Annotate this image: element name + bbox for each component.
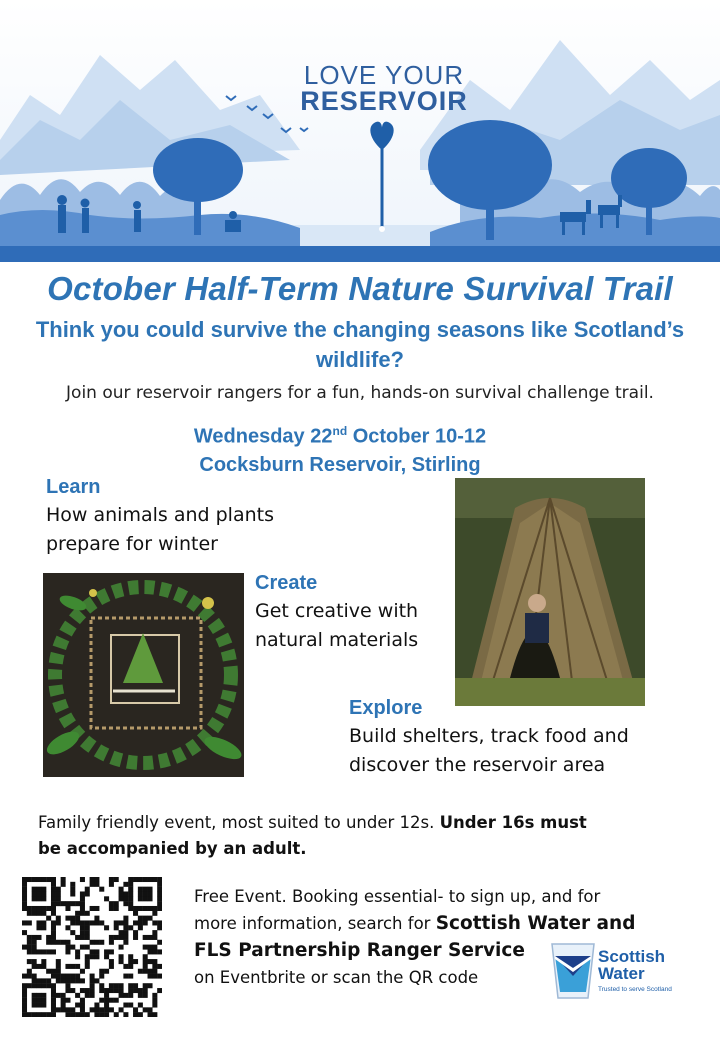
scottish-water-tagline: Trusted to serve Scotland [598, 986, 672, 993]
learn-line1: How animals and plants [46, 504, 274, 526]
create-heading: Create [255, 572, 318, 594]
event-intro: Join our reservoir rangers for a fun, hands-on survival challenge trail. [66, 383, 654, 403]
event-date: Wednesday 22nd October 10-12 [193, 424, 487, 448]
family-info: Family friendly event, most suited to under 12s. Under 16s must be accompanied by an adult. [38, 813, 587, 858]
event-title: October Half-Term Nature Survival Trail [47, 270, 673, 307]
create-line1: Get creative with [255, 600, 419, 622]
explore-heading: Explore [349, 697, 423, 719]
love-your-reservoir-banner [0, 0, 720, 262]
create-line2: natural materials [255, 629, 419, 651]
booking-info: Free Event. Booking essential- to sign up, and for more information, search for Scottish Water and FLS Partnership Ranger Service on Eventbrite or scan the QR code [194, 887, 636, 987]
event-subtitle: Think you could survive the changing seasons like Scotland’s wildlife? [35, 317, 685, 372]
water-glass-icon [550, 942, 596, 1000]
learn-line2: prepare for winter [46, 533, 218, 555]
leaf-art-photo [43, 573, 244, 777]
logo-love-your: LOVE YOUR [303, 60, 465, 90]
explore-line1: Build shelters, track food and [349, 725, 629, 747]
section-explore [349, 697, 689, 780]
event-location: Cocksburn Reservoir, Stirling [199, 453, 481, 476]
scottish-water-logo [550, 942, 680, 1000]
scottish-water-name: Scottish Water [598, 947, 666, 983]
section-create [255, 572, 455, 655]
shelter-photo [455, 478, 645, 706]
event-date-location [0, 417, 680, 479]
learn-heading: Learn [46, 476, 101, 498]
qr-code[interactable] [22, 877, 162, 1017]
logo-reservoir: RESERVOIR [300, 86, 468, 116]
explore-line2: discover the reservoir area [349, 754, 606, 776]
section-learn [46, 476, 346, 559]
